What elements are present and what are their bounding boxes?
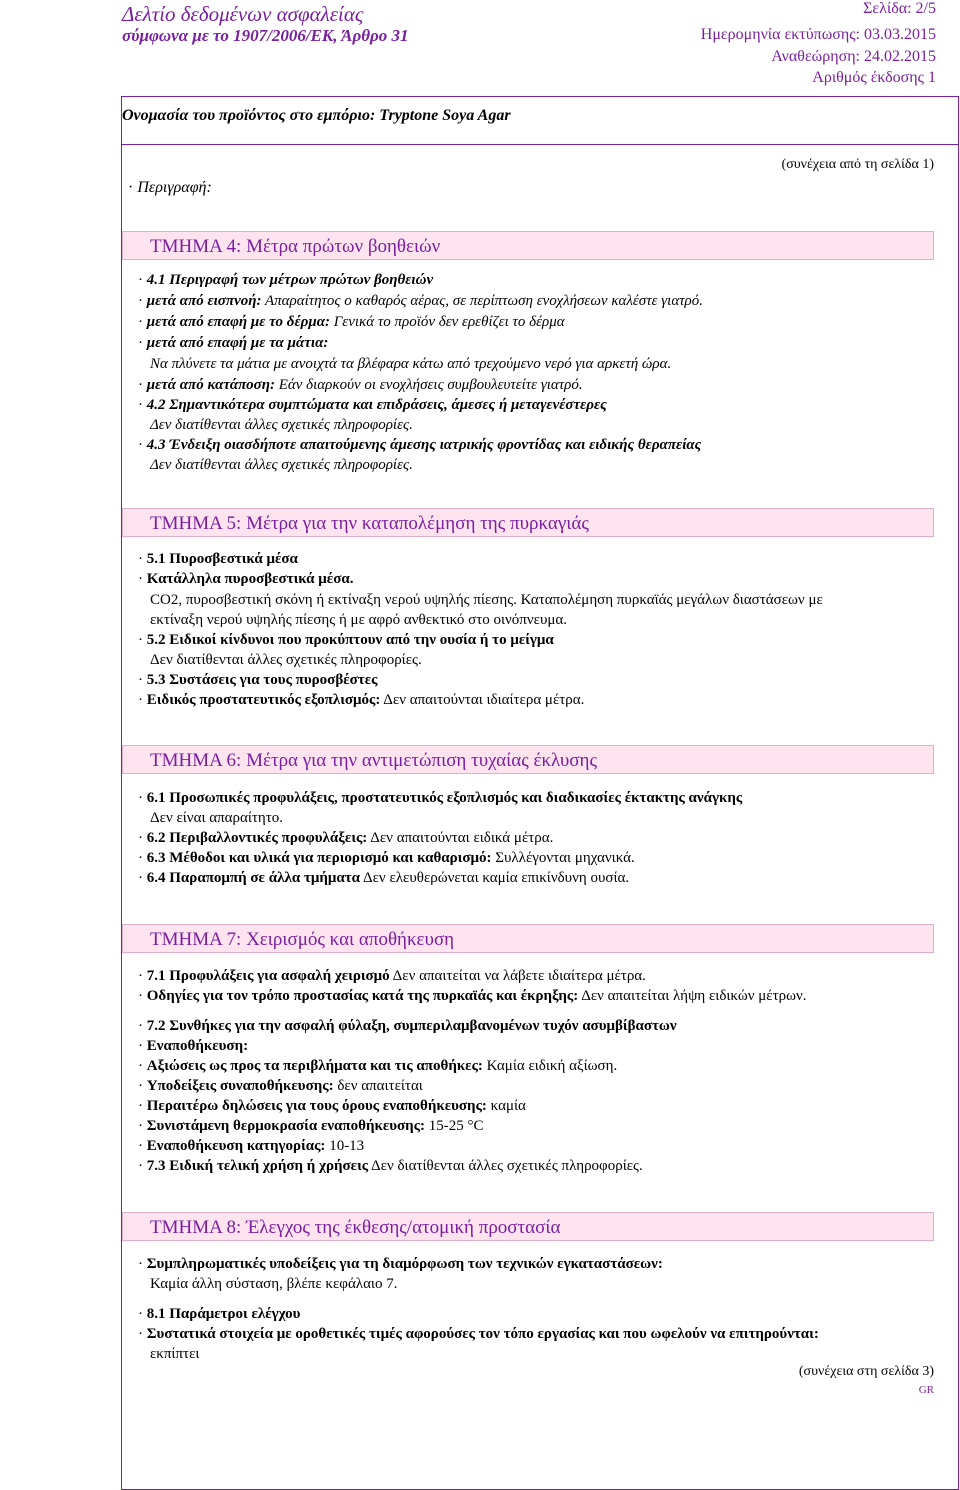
section-5-heading: ΤΜΗΜΑ 5: Μέτρα για την καταπολέμηση της πυρκαγιάς: [122, 508, 934, 537]
s7-line-1: [138, 966, 646, 986]
s6-l4-label: 6.3 Μέθοδοι και υλικά για περιορισμό και καθαρισμό:: [146, 850, 492, 866]
print-date: Ημερομηνία εκτύπωσης: 03.03.2015: [700, 26, 936, 43]
language-code: GR: [918, 1384, 934, 1396]
s4-line-3: [138, 312, 565, 332]
product-name: Tryptone Soya Agar: [379, 107, 511, 124]
s7-l5-label: Αξιώσεις ως προς τα περιβλήματα και τις αποθήκες:: [146, 1058, 483, 1074]
s4-line-7: · 4.2 Σημαντικότερα συμπτώματα και επιδράσεις, άμεσες ή μεταγενέστερες: [138, 395, 607, 415]
section-4-heading: ΤΜΗΜΑ 4: Μέτρα πρώτων βοηθειών: [122, 231, 934, 260]
s4-l3-text: Γενικά το προϊόν δεν ερεθίζει το δέρμα: [333, 314, 565, 330]
s5-line-2: · Κατάλληλα πυροσβεστικά μέσα.: [138, 569, 353, 589]
s7-line-5: [138, 1056, 617, 1076]
s6-line-1: · 6.1 Προσωπικές προφυλάξεις, προστατευτικός εξοπλισμός και διαδικασίες έκτακτης ανάγκης: [138, 788, 742, 808]
section-6-heading: ΤΜΗΜΑ 6: Μέτρα για την αντιμετώπιση τυχαίας έκλυσης: [122, 745, 934, 774]
s6-l5-text: Δεν ελευθερώνεται καμία επικίνδυνη ουσία.: [362, 870, 630, 886]
s4-l2-label: μετά από εισπνοή:: [146, 293, 262, 309]
s5-line-4: εκτίναξη νερού υψηλής πίεσης ή με αφρό ανθεκτικό στο οινόπνευμα.: [150, 612, 568, 628]
s6-line-3: [138, 828, 553, 848]
s8-line-3: · 8.1 Παράμετροι ελέγχου: [138, 1304, 300, 1324]
s6-l4-text: Συλλέγονται μηχανικά.: [495, 850, 635, 866]
s7-l5-text: Καμία ειδική αξίωση.: [486, 1058, 618, 1074]
s4-line-6: [138, 375, 583, 395]
s7-l8-text: 15-25 °C: [428, 1118, 484, 1134]
s7-l6-text: δεν απαιτείται: [337, 1078, 423, 1094]
s8-line-2: Καμία άλλη σύσταση, βλέπε κεφάλαιο 7.: [150, 1276, 398, 1292]
s7-line-4: · Εναποθήκευση:: [138, 1036, 248, 1056]
document-title: Δελτίο δεδομένων ασφαλείας: [122, 2, 364, 26]
s7-l1-text: Δεν απαιτείται να λάβετε ιδιαίτερα μέτρα.: [392, 968, 646, 984]
s5-line-3: CO2, πυροσβεστική σκόνη ή εκτίναξη νερού υψηλής πίεσης. Καταπολέμηση πυρκαϊάς μεγάλων διαστάσεων με: [150, 592, 823, 608]
s7-line-6: [138, 1076, 423, 1096]
s6-l3-label: 6.2 Περιβαλλοντικές προφυλάξεις:: [146, 830, 368, 846]
s7-l1-label: 7.1 Προφυλάξεις για ασφαλή χειρισμό: [146, 968, 390, 984]
s4-line-4: · μετά από επαφή με τα μάτια:: [138, 333, 328, 353]
s7-l2-label: Οδηγίες για τον τρόπο προστασίας κατά της πυρκαϊάς και έκρηξης:: [146, 988, 579, 1004]
s4-line-9: · 4.3 Ένδειξη οιασδήποτε απαιτούμενης άμεσης ιατρικής φροντίδας και ειδικής θεραπείας: [138, 435, 701, 455]
version-number: Αριθμός έκδοσης 1: [812, 69, 936, 86]
s4-line-8: Δεν διατίθενται άλλες σχετικές πληροφορίες.: [150, 417, 413, 433]
s5-line-7: · 5.3 Συστάσεις για τους πυροσβέστες: [138, 670, 377, 690]
s4-line-2: [138, 291, 703, 311]
s4-line-1: · 4.1 Περιγραφή των μέτρων πρώτων βοηθειών: [138, 270, 433, 290]
section-8-heading: ΤΜΗΜΑ 8: Έλεγχος της έκθεσης/ατομική προστασία: [122, 1212, 934, 1241]
s5-line-6: Δεν διατίθενται άλλες σχετικές πληροφορίες.: [150, 652, 422, 668]
s4-l6-label: μετά από κατάποση:: [146, 377, 275, 393]
s8-line-5: εκπίπτει: [150, 1346, 200, 1362]
s8-line-1: · Συμπληρωματικές υποδείξεις για τη διαμόρφωση των τεχνικών εγκαταστάσεων:: [138, 1254, 663, 1274]
document-subtitle: σύμφωνα με το 1907/2006/ΕΚ, Άρθρο 31: [122, 26, 409, 45]
s8-line-4: · Συστατικά στοιχεία με οροθετικές τιμές αφορούσες τον τόπο εργασίας και που ωφελούν να επιτηρούνται:: [138, 1324, 819, 1344]
s7-line-8: [138, 1116, 484, 1136]
frame-divider: [121, 144, 958, 145]
s6-line-4: [138, 848, 635, 868]
s6-l5-label: 6.4 Παραπομπή σε άλλα τμήματα: [146, 870, 361, 886]
revision-date: Αναθεώρηση: 24.02.2015: [771, 48, 936, 65]
s4-line-5: Να πλύνετε τα μάτια με ανοιχτά τα βλέφαρα κάτω από τρεχούμενο νερό για αρκετή ώρα.: [150, 356, 672, 372]
s7-l6-label: Υποδείξεις συναποθήκευσης:: [146, 1078, 334, 1094]
s7-l10-text: Δεν διατίθενται άλλες σχετικές πληροφορίες.: [371, 1158, 643, 1174]
s4-l2-text: Απαραίτητος ο καθαρός αέρας, σε περίπτωση ενοχλήσεων καλέστε γιατρό.: [264, 293, 704, 309]
continued-to: (συνέχεια στη σελίδα 3): [798, 1364, 934, 1379]
s7-l2-text: Δεν απαιτείται λήψη ειδικών μέτρων.: [581, 988, 807, 1004]
s6-line-5: [138, 868, 629, 888]
section-7-heading: ΤΜΗΜΑ 7: Χειρισμός και αποθήκευση: [122, 924, 934, 953]
s5-l8-text: Δεν απαιτούνται ιδιαίτερα μέτρα.: [383, 692, 585, 708]
s7-l7-text: καμία: [490, 1098, 526, 1114]
s5-line-1: · 5.1 Πυροσβεστικά μέσα: [138, 549, 298, 569]
s4-l3-label: μετά από επαφή με το δέρμα:: [146, 314, 331, 330]
s7-l8-label: Συνιστάμενη θερμοκρασία εναποθήκευσης:: [146, 1118, 426, 1134]
page-number: Σελίδα: 2/5: [863, 0, 936, 17]
s7-line-2: [138, 986, 807, 1006]
s7-line-7: [138, 1096, 526, 1116]
s6-l3-text: Δεν απαιτούνται ειδικά μέτρα.: [370, 830, 554, 846]
s7-line-10: [138, 1156, 643, 1176]
s6-line-2: Δεν είναι απαραίτητο.: [150, 810, 284, 826]
s7-l7-label: Περαιτέρω δηλώσεις για τους όρους εναποθήκευσης:: [146, 1098, 487, 1114]
description-label: · Περιγραφή:: [128, 178, 212, 198]
s7-line-9: [138, 1136, 364, 1156]
s7-line-3: · 7.2 Συνθήκες για την ασφαλή φύλαξη, συμπεριλαμβανομένων τυχόν ασυμβίβαστων: [138, 1016, 677, 1036]
s5-l8-label: Ειδικός προστατευτικός εξοπλισμός:: [146, 692, 381, 708]
product-label: Ονομασία του προϊόντος στο εμπόριο:: [122, 107, 376, 124]
s7-l9-text: 10-13: [329, 1138, 365, 1154]
s5-line-5: · 5.2 Ειδικοί κίνδυνοι που προκύπτουν από την ουσία ή το μείγμα: [138, 630, 554, 650]
continued-from: (συνέχεια από τη σελίδα 1): [781, 157, 934, 172]
s7-l10-label: 7.3 Ειδική τελική χρήση ή χρήσεις: [146, 1158, 369, 1174]
s7-l9-label: Εναποθήκευση κατηγορίας:: [146, 1138, 326, 1154]
s4-l6-text: Εάν διαρκούν οι ενοχλήσεις συμβουλευτείτε γιατρό.: [278, 377, 583, 393]
s4-line-10: Δεν διατίθενται άλλες σχετικές πληροφορίες.: [150, 457, 413, 473]
s5-line-8: [138, 690, 584, 710]
